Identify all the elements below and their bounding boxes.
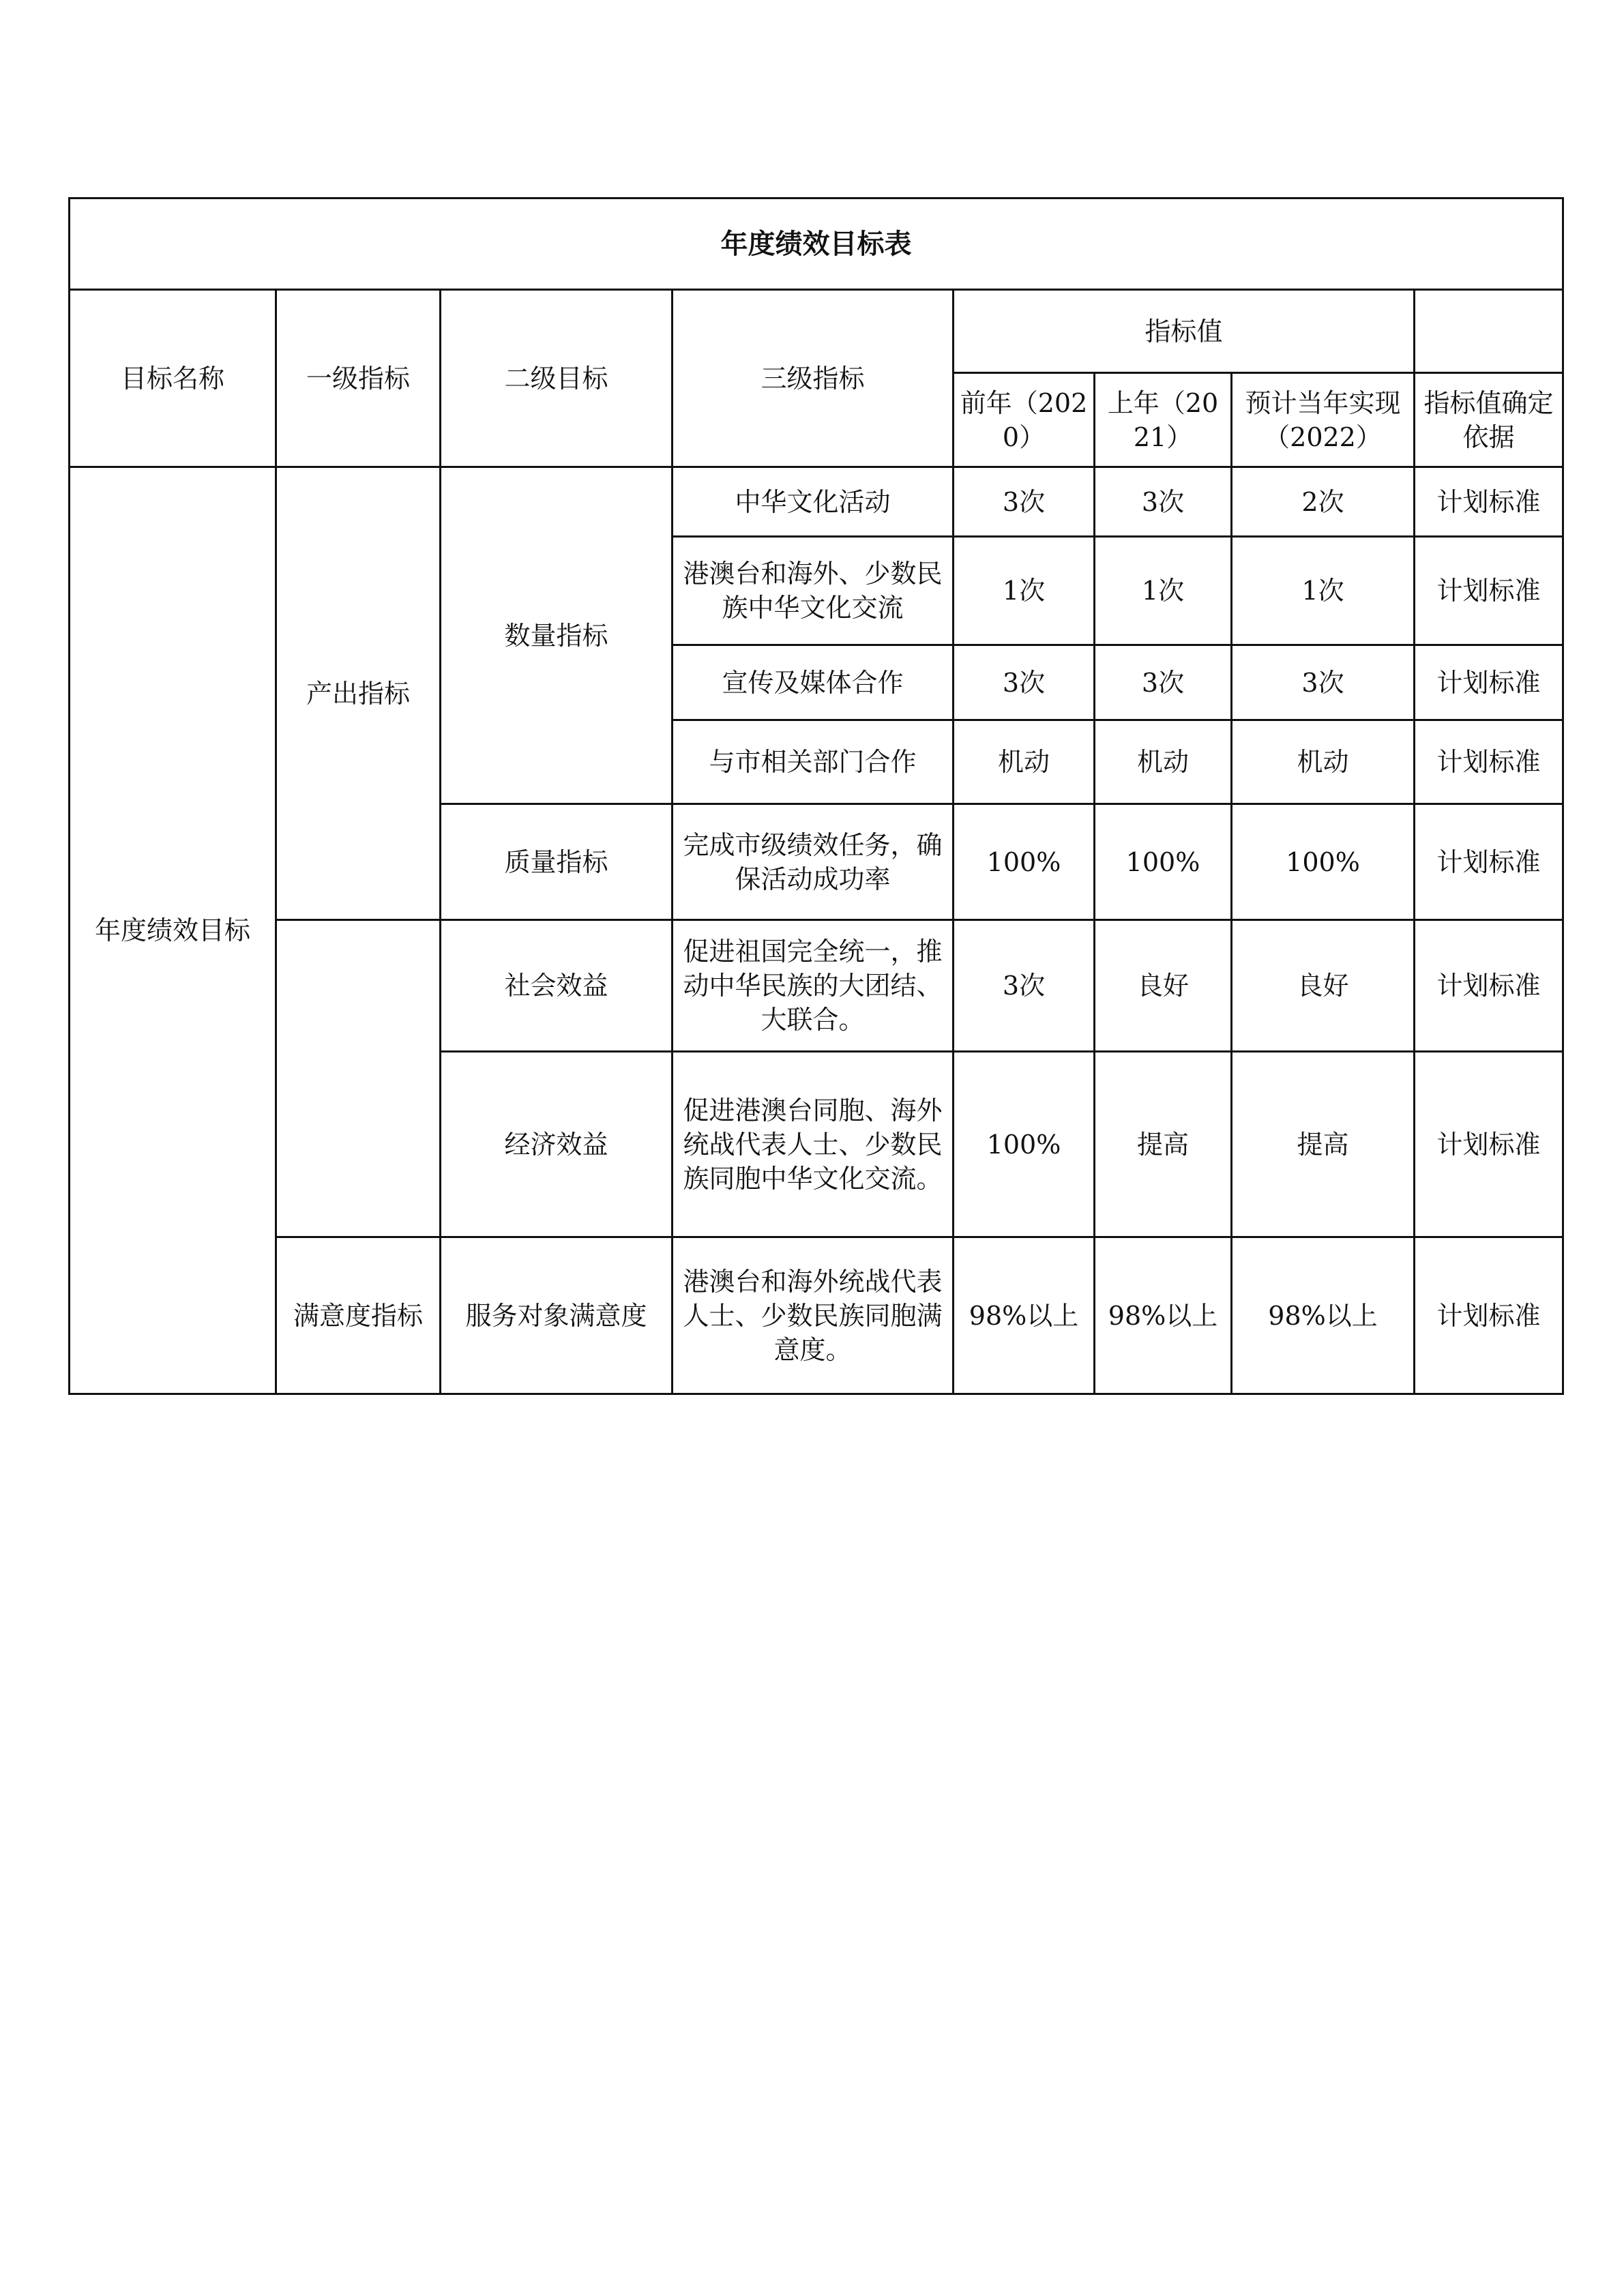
row-2-basis: 计划标准 (1415, 645, 1563, 720)
row-2-indicator: 宣传及媒体合作 (673, 645, 954, 720)
header-level3: 三级指标 (673, 290, 954, 467)
performance-goal-table-wrapper (68, 197, 1564, 1395)
header-basis (1415, 373, 1563, 467)
row-3-expected: 机动 (1232, 720, 1415, 804)
row-2-expected: 3次 (1232, 645, 1415, 720)
goal-name-cell: 年度绩效目标 (70, 467, 276, 1394)
row-1-expected: 1次 (1232, 537, 1415, 645)
row-4-indicator: 完成市级绩效任务，确保活动成功率 (673, 804, 954, 920)
header-goal-name: 目标名称 (70, 290, 276, 467)
header-expected (1232, 373, 1415, 467)
row-4-expected: 100% (1232, 804, 1415, 920)
row-0-prev: 3次 (954, 467, 1095, 537)
level2-quantity-cell: 数量指标 (441, 467, 673, 804)
row-3-basis: 计划标准 (1415, 720, 1563, 804)
performance-goal-table (68, 197, 1564, 1395)
row-7-last: 98%以上 (1095, 1237, 1232, 1394)
level2-service-cell: 服务对象满意度 (441, 1237, 673, 1394)
row-4-basis: 计划标准 (1415, 804, 1563, 920)
row-6-last: 提高 (1095, 1052, 1232, 1237)
level1-effect-cell (276, 920, 441, 1237)
row-6-indicator: 促进港澳台同胞、海外统战代表人士、少数民族同胞中华文化交流。 (673, 1052, 954, 1237)
row-6-expected: 提高 (1232, 1052, 1415, 1237)
row-2-prev: 3次 (954, 645, 1095, 720)
header-last-year-text: 上年（2021） (1107, 387, 1219, 452)
row-5-basis: 计划标准 (1415, 920, 1563, 1052)
row-0-basis: 计划标准 (1415, 467, 1563, 537)
header-level1: 一级指标 (276, 290, 441, 467)
row-3-last: 机动 (1095, 720, 1232, 804)
row-3-prev: 机动 (954, 720, 1095, 804)
level2-social-cell: 社会效益 (441, 920, 673, 1052)
row-0-indicator: 中华文化活动 (673, 467, 954, 537)
row-1-prev: 1次 (954, 537, 1095, 645)
header-prev-year (954, 373, 1095, 467)
header-basis-text: 指标值确定依据 (1423, 387, 1554, 452)
header-empty-cell (1415, 290, 1563, 373)
table-title: 年度绩效目标表 (70, 198, 1563, 290)
row-1-last: 1次 (1095, 537, 1232, 645)
row-7-basis: 计划标准 (1415, 1237, 1563, 1394)
row-7-prev: 98%以上 (954, 1237, 1095, 1394)
header-last-year (1095, 373, 1232, 467)
row-3-indicator: 与市相关部门合作 (673, 720, 954, 804)
level1-output-cell: 产出指标 (276, 467, 441, 920)
row-5-expected: 良好 (1232, 920, 1415, 1052)
header-indicator-value: 指标值 (954, 290, 1415, 373)
header-expected-text: 预计当年实现（2022） (1245, 387, 1401, 452)
row-0-last: 3次 (1095, 467, 1232, 537)
header-level2: 二级目标 (441, 290, 673, 467)
level1-satisfaction-cell: 满意度指标 (276, 1237, 441, 1394)
row-4-last: 100% (1095, 804, 1232, 920)
row-7-expected: 98%以上 (1232, 1237, 1415, 1394)
row-5-prev: 3次 (954, 920, 1095, 1052)
row-5-indicator: 促进祖国完全统一，推动中华民族的大团结、大联合。 (673, 920, 954, 1052)
header-prev-year-text: 前年（2020） (960, 387, 1088, 452)
row-6-prev: 100% (954, 1052, 1095, 1237)
level2-economic-cell: 经济效益 (441, 1052, 673, 1237)
row-5-last: 良好 (1095, 920, 1232, 1052)
level2-quality-cell: 质量指标 (441, 804, 673, 920)
row-1-basis: 计划标准 (1415, 537, 1563, 645)
row-6-basis: 计划标准 (1415, 1052, 1563, 1237)
row-1-indicator: 港澳台和海外、少数民族中华文化交流 (673, 537, 954, 645)
row-0-expected: 2次 (1232, 467, 1415, 537)
row-2-last: 3次 (1095, 645, 1232, 720)
row-7-indicator: 港澳台和海外统战代表人士、少数民族同胞满意度。 (673, 1237, 954, 1394)
row-4-prev: 100% (954, 804, 1095, 920)
